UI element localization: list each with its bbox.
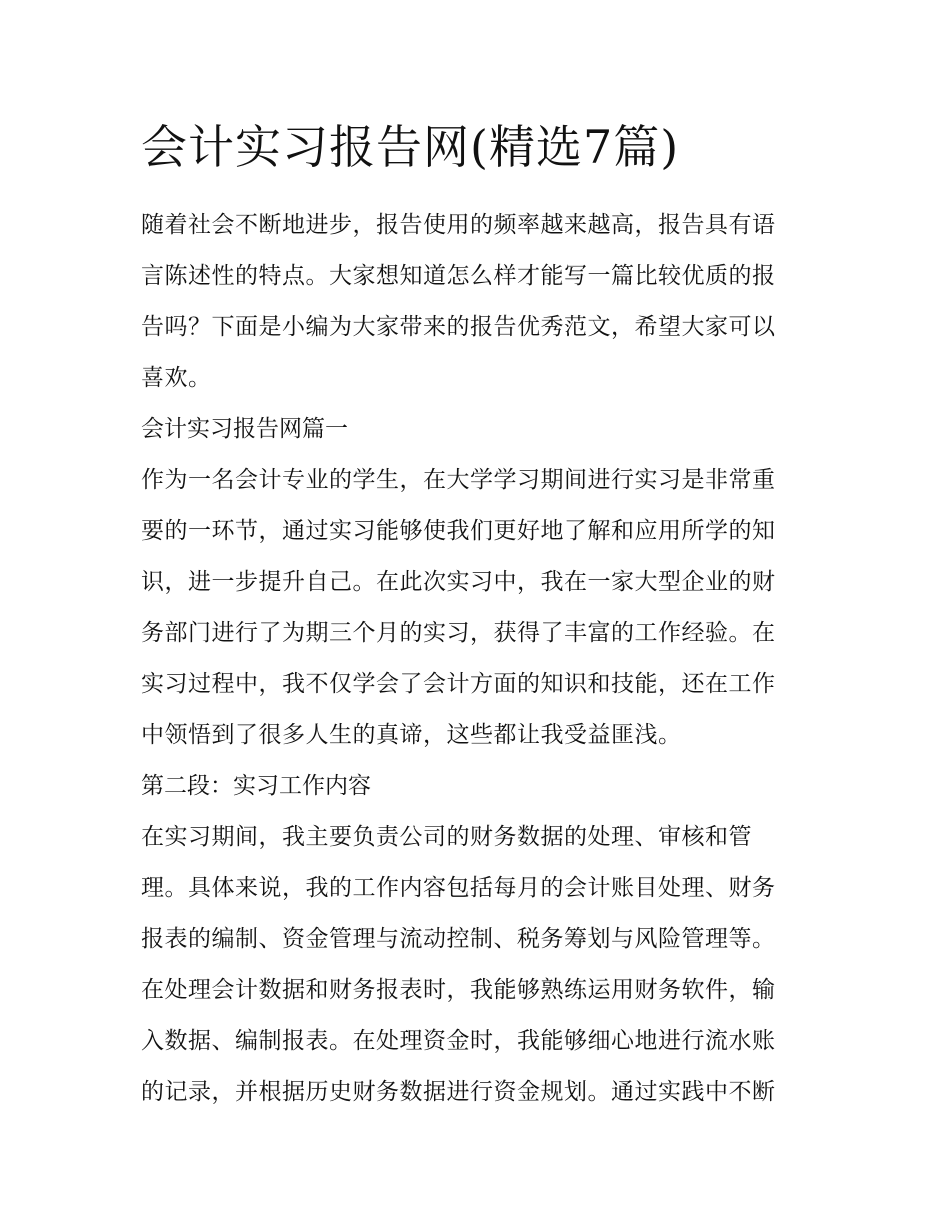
section-2-heading: 第二段：实习工作内容 — [141, 773, 371, 799]
section-2-paragraph — [141, 812, 813, 1118]
text-line: 报表的编制、资金管理与流动控制、税务筹划与风险管理等。 — [141, 926, 776, 952]
text-line: 入数据、编制报表。在处理资金时，我能够细心地进行流水账 — [141, 1028, 776, 1054]
section-1-paragraph — [141, 455, 813, 761]
text-line: 要的一环节，通过实习能够使我们更好地了解和应用所学的知 — [141, 518, 776, 544]
text-line: 实习过程中，我不仅学会了会计方面的知识和技能，还在工作 — [141, 671, 776, 697]
text-line: 的记录，并根据历史财务数据进行资金规划。通过实践中不断 — [141, 1079, 776, 1105]
text-line: 言陈述性的特点。大家想知道怎么样才能写一篇比较优质的报 — [141, 263, 776, 289]
text-line: 随着社会不断地进步，报告使用的频率越来越高，报告具有语 — [141, 212, 776, 238]
intro-paragraph — [141, 200, 813, 404]
section-1-heading: 会计实习报告网篇一 — [141, 416, 348, 442]
text-line: 理。具体来说，我的工作内容包括每月的会计账目处理、财务 — [141, 875, 776, 901]
text-line: 喜欢。 — [141, 365, 212, 391]
text-line: 在实习期间，我主要负责公司的财务数据的处理、审核和管 — [141, 824, 752, 850]
document-page — [141, 112, 813, 1118]
document-title: 会计实习报告网(精选7篇) — [141, 120, 680, 174]
text-line: 识，进一步提升自己。在此次实习中，我在一家大型企业的财 — [141, 569, 776, 595]
text-line: 中领悟到了很多人生的真谛，这些都让我受益匪浅。 — [141, 722, 682, 748]
text-line: 务部门进行了为期三个月的实习，获得了丰富的工作经验。在 — [141, 620, 776, 646]
text-line: 在处理会计数据和财务报表时，我能够熟练运用财务软件，输 — [141, 977, 776, 1003]
text-line: 告吗？下面是小编为大家带来的报告优秀范文，希望大家可以 — [141, 314, 776, 340]
text-line: 作为一名会计专业的学生，在大学学习期间进行实习是非常重 — [141, 467, 776, 493]
